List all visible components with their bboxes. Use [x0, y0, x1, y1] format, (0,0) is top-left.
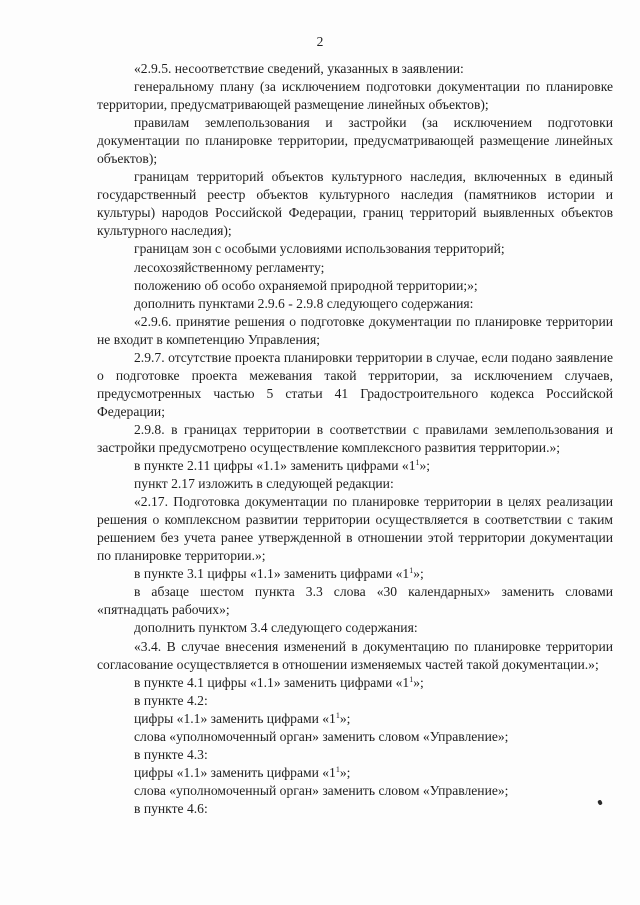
superscript: 1 [335, 710, 340, 720]
paragraph-with-superscript [97, 764, 613, 782]
paragraph: генеральному плану (за исключением подготовки документации по планировке территории, предусматривающей размещение линейных объектов); [97, 79, 613, 113]
paragraph-with-superscript [97, 565, 613, 583]
paragraph-tail: »; [339, 710, 351, 726]
paragraph: «2.9.5. несоответствие сведений, указанных в заявлении: [134, 61, 464, 76]
superscript: 1 [415, 458, 420, 468]
paragraph-tail: »; [413, 674, 424, 690]
paragraph: 2.9.7. отсутствие проекта планировки территории в случае, если подано заявление о подготовке проекта межевания такой территории, за исключением случаев, предусмотренных частью 5 статьи 41 Градостроительного кодекса Российской Федерации; [97, 349, 613, 419]
superscript: 1 [409, 566, 414, 576]
paragraph: дополнить пунктом 3.4 следующего содержания: [134, 620, 418, 636]
paragraph-with-superscript [97, 710, 613, 728]
page-number: 2 [316, 34, 324, 49]
paragraph-text: в пункте 4.1 цифры «1.1» заменить цифрами «1 [134, 674, 410, 690]
paragraph-text: цифры «1.1» заменить цифрами «1 [134, 764, 336, 780]
paragraph-text: в пункте 2.11 цифры «1.1» заменить цифрами «1 [134, 458, 416, 474]
paragraph: положению об особо охраняемой природной территории;»; [134, 277, 478, 293]
paragraph-with-superscript [97, 457, 613, 475]
paragraph: в абзаце шестом пункта 3.3 слова «30 календарных» заменить словами «пятнадцать рабочих»; [97, 584, 613, 618]
paragraph: границам территорий объектов культурного наследия, включенных в единый государственный реестр объектов культурного наследия (памятников истории и культуры) народов Российской Федерации, границ территорий выявленных объектов культурного наследия); [97, 169, 613, 239]
paragraph-tail: »; [413, 566, 424, 582]
superscript: 1 [335, 764, 340, 774]
superscript: 1 [409, 674, 414, 684]
paragraph: в пункте 4.6: [134, 800, 208, 816]
paragraph: правилам землепользования и застройки (за исключением подготовки документации по планировке территории, предусматривающей размещение линейных объектов); [97, 115, 613, 167]
paragraph: лесохозяйственному регламенту; [134, 259, 325, 275]
paragraph: дополнить пунктами 2.9.6 - 2.9.8 следующего содержания: [134, 295, 474, 311]
paragraph-text: цифры «1.1» заменить цифрами «1 [134, 710, 336, 726]
paragraph: «3.4. В случае внесения изменений в документацию по планировке территории согласование осуществляется в отношении изменяемых частей такой документации.»; [97, 638, 613, 672]
paragraph: границам зон с особыми условиями использования территорий; [134, 241, 505, 257]
paragraph: 2.9.8. в границах территории в соответствии с правилами землепользования и застройки предусмотрено осуществление комплексного развития территории.»; [97, 421, 613, 455]
paragraph: «2.9.6. принятие решения о подготовке документации по планировке территории не входит в компетенцию Управления; [97, 313, 613, 347]
paragraph-text: в пункте 3.1 цифры «1.1» заменить цифрами «1 [134, 566, 410, 582]
paragraph-with-superscript [97, 674, 613, 692]
paragraph: слова «уполномоченный орган» заменить словом «Управление»; [134, 782, 509, 798]
paragraph: «2.17. Подготовка документации по планировке территории в целях реализации решения о комплексном развитии территории осуществляется в соответствии с таким решением без учета ранее утвержденной в отношении этой территории документации по планировке территории.»; [97, 494, 613, 564]
paragraph: в пункте 4.3: [134, 746, 208, 762]
paragraph: слова «уполномоченный орган» заменить словом «Управление»; [134, 728, 509, 744]
paragraph: в пункте 4.2: [134, 692, 208, 708]
paragraph: пункт 2.17 изложить в следующей редакции: [134, 476, 394, 492]
paragraph-tail: »; [339, 764, 351, 780]
paragraph-tail: »; [419, 458, 431, 474]
document-body [97, 60, 613, 818]
